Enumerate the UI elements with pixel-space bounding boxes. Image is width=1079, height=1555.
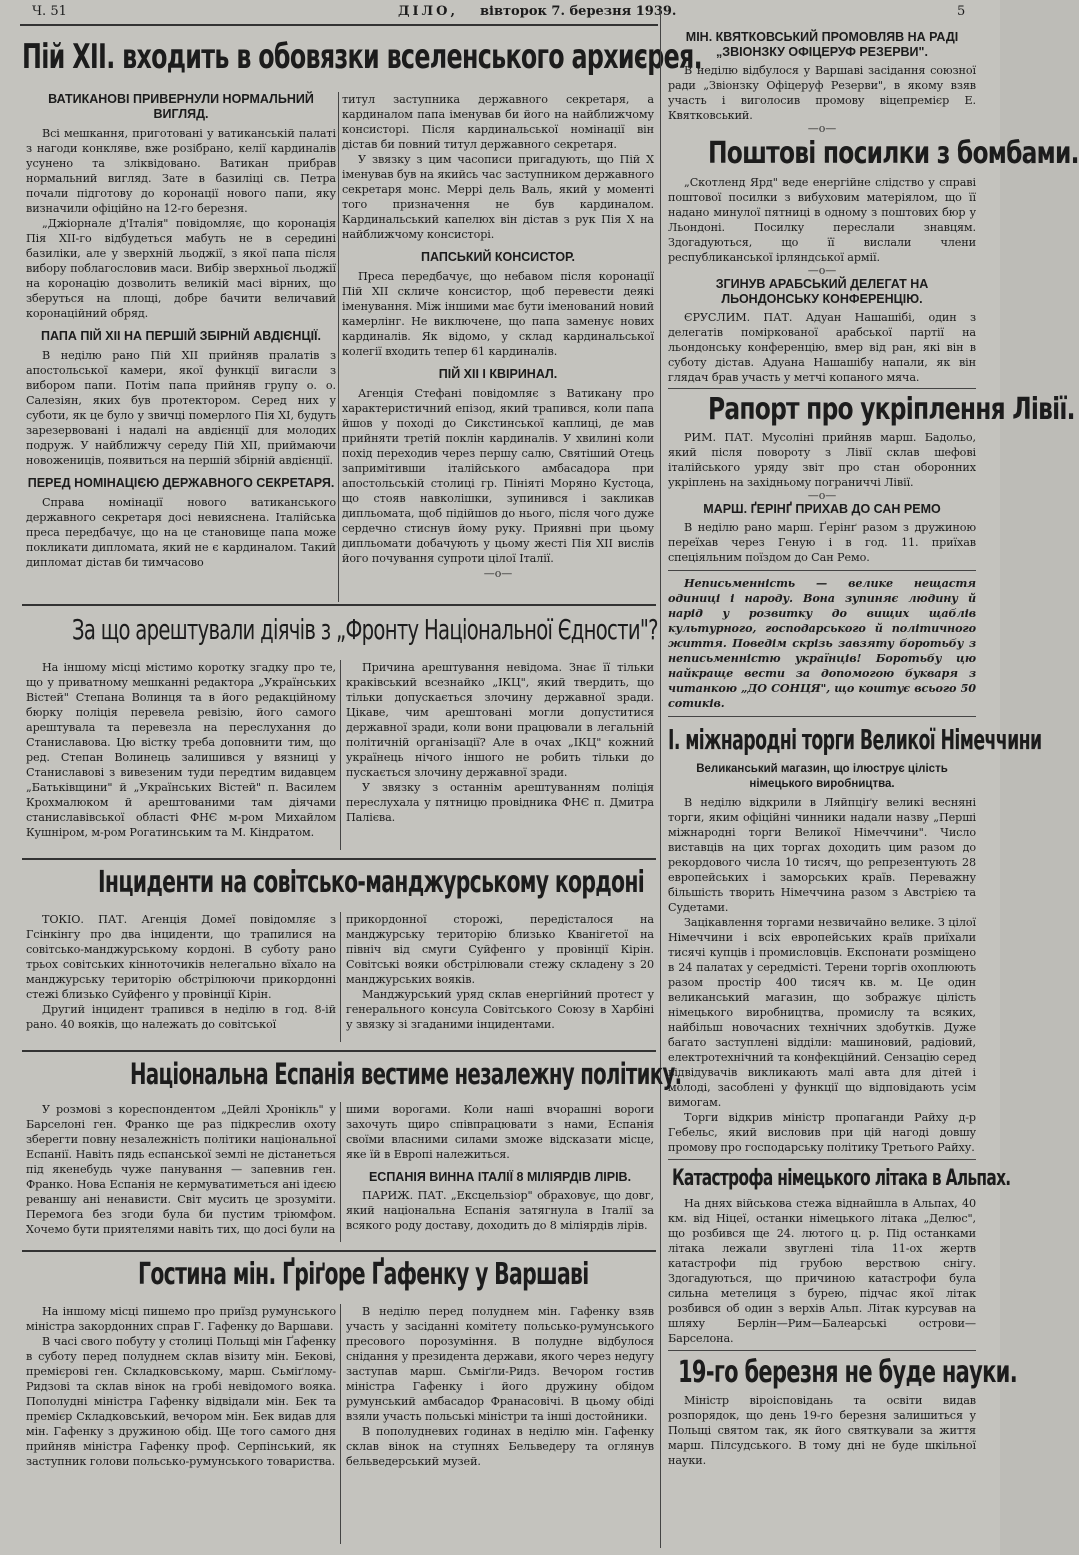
noschool-headline: 19-го березня не буде науки. xyxy=(678,1355,1017,1390)
masthead-rule xyxy=(20,24,658,26)
gafencu-p3: В неділю перед полуднем мін. Гафенку взяв участь у засіданні комітету польсько-румунського пресового порозуміння. В полудне відбулося снідання у президента держави, якого через недугу заступав марш. Сьміґли-Ридз. Вечором гостив міністра Гафенку і його дружину обідом румунський амбасадор Франасовічі. В цьому обіді взяли участь польські міністри та інші достойники. xyxy=(346,1305,654,1423)
gafencu-p4: В пополудневих годинах в неділю мін. Гафенку склав вінок на ступнях Бельведеру та оглянув бельведерський музей. xyxy=(346,1425,654,1468)
spain-p2: шими ворогами. Коли наші вчорашні вороги захочуть щиро співпрацювати з нами, Еспанія своїми власними силами зможе відсказати місце, яке їй в Европі належиться. xyxy=(346,1103,654,1161)
pius-s4-p1: Преса передбачує, що небавом після коронації Пій XII скличе консистор, щоб перевести деякі іменування. Між іншими має бути іменований новий камерлінг. Не виключене, що папа заменує нових кардиналів. Як відомо, у склад кардинальської колегії входить тепер 61 кардиналів. xyxy=(342,270,654,358)
masthead xyxy=(22,4,982,22)
bombs-headline: Поштові посилки з бомбами. xyxy=(708,136,1079,171)
manchuria-col-2 xyxy=(346,912,654,1032)
goering-p1: В неділю рано марш. Ґерінґ разом з дружиною переїхав через Геную і в год. 11. приїхав спеціяльним поїздом до Сан Ремо. xyxy=(668,521,976,564)
front-p2: Причина арештування невідома. Знає її тільки краківський всезнайко „ІКЦ", який твердить, що тільки допускається злочину державної зради. Цікаве, чим арештовані могли допуститися державної зради, коли вони працювали в легальній політичній організації? Але в очах „ІКЦ" кожний українець нічого іншого не робить тільки до пускається злочину державної зради. xyxy=(346,661,654,779)
pius-col-1 xyxy=(26,92,336,570)
pius-s1-p1: Всі мешкання, приготовані у ватиканській палаті з нагоди конкляве, вже розібрано, келії кардиналів усунено та зліквідовано. Ватикан прибрав нормальний вигляд. Зате в базиліці св. Петра почали підготову до коронації нового папи, яку визначили офіційно на 12-го березня. xyxy=(26,127,336,215)
pius-s4-title: ПАПСЬКИЙ КОНСИСТОР. xyxy=(420,250,575,264)
section-rule xyxy=(22,604,656,606)
page-number: 5 xyxy=(957,4,966,19)
plane-headline-wrap xyxy=(668,1164,1011,1194)
kv-p1: В неділю відбулося у Варшаві засідання союзної ради „Звіонзку Офіцеруф Резерви", в якому взяв участь і виголосив промову віцепремієр Е. Квятковський. xyxy=(668,64,976,122)
section-rule xyxy=(22,858,656,860)
front-col-1 xyxy=(26,660,336,840)
separator: —о— xyxy=(807,489,837,502)
arab-title: ЗГИНУВ АРАБСЬКИЙ ДЕЛЕГАТ НА ЛЬОНДОНСЬКУ КОНФЕРЕНЦІЮ. xyxy=(715,277,929,306)
goering-title: МАРШ. ҐЕРІНҐ ПРИХАВ ДО САН РЕМО xyxy=(703,502,941,516)
kv-title: МІН. КВЯТКОВСЬКИЙ ПРОМОВЛЯВ НА РАДІ „ЗВІОНЗКУ ОФІЦЕРУФ РЕЗЕРВИ". xyxy=(685,30,959,59)
column-rule xyxy=(340,912,341,1042)
issue-number: Ч. 51 xyxy=(32,4,67,19)
spain-sub-title: ЕСПАНІЯ ВИННА ІТАЛІЇ 8 МІЛІЯРДІВ ЛІРІВ. xyxy=(368,1170,632,1184)
pius-s3-p1: Справа номінації нового ватиканського державного секретаря досі невияснена. Італійська преса передбачує, що на це становище папа може покликати дипломата, який не є кардиналом. Такий дипломат дістав би тимчасово xyxy=(26,496,336,569)
gafencu-headline: Гостина мін. Ґріґоре Ґафенку у Варшаві xyxy=(138,1257,589,1292)
column-rule xyxy=(340,1102,341,1242)
fair-headline-wrap xyxy=(668,722,1042,758)
spain-col-1 xyxy=(26,1102,336,1237)
manchuria-p4: Манджурський уряд склав енергійний протест у генерального консула Совітського Союзу в Харбіні у звязку зі згаданими інцидентами. xyxy=(346,988,654,1031)
newspaper-title: ДІЛО, xyxy=(398,4,458,19)
column-rule xyxy=(340,1304,341,1544)
libya-headline-wrap xyxy=(668,392,1075,428)
gafencu-col-2 xyxy=(346,1304,654,1469)
fair-p1: В неділю відкрили в Ляйпціґу великі весняні торги, яким офіційні чинники надали назву „Перші міжнародні торги Великої Німеччини". Число виставців на цих торгах доходить цим разом до рекордового числа 10 тисяч, що репрезентують 28 европейських і заморських країв. Переважну більшість творить Німеччина разом з Австрією та Судетами. xyxy=(668,796,976,914)
section-rule xyxy=(22,1250,656,1252)
front-p1: На іншому місці містимо коротку згадку про те, що у приватному мешканні редактора „Українських Вістей" Степана Волинця та в його редакційному бюрку поліція перевела ревізію, його самого арештувала та перевезла на переслухання до Станиславова. Цю вістку треба доповнити тим, що ред. Степан Волинець залишився у вязниці у Станиславові з вивезеним туди передтим видавцем „Батьківщини" й „Українських Вістей" п. Василем Крохмалюком й арештованими там діячами станиславівської області ФНЄ м-ром Михайлом Кушніром, м-ром Рогатинським та М. Кіндратом. xyxy=(26,661,336,839)
divider xyxy=(668,716,976,717)
gafencu-p2: В часі свого побуту у столиці Польщі мін Ґафенку в суботу перед полуднем склав візиту мін. Бекові, премієрові ген. Складковському, марш. Сьміґлому-Ридзові та склав вінок на гробі невідомого вояка. Пополудні міністра Гафенку відвідали мін. Бек та премієр Складковський, вечором мін. Бек видав для мін. Гафенку з дружиною обід. Ще того самого дня прийняв міністра Гафенку проф. Серпінський, як заступник голови польсько-румунського товариства. xyxy=(26,1335,336,1468)
manchuria-headline: Інциденти на совітсько-манджурському кордоні xyxy=(98,865,645,900)
pius-s5-p1: Агенція Стефані повідомляє з Ватикану про характеристичний епізод, який трапився, коли папа йшов у поході до Сикстинської каплиці, де мав прийняти третій поклін кардиналів. У хвилині коли похід переходив через першу салю, Святіший Отець запримітивши італійського амбасадора при апостольській столиці гр. Пініяті Моряно Кустоца, що стояв навколішки, зупинився і закликав дипльомата, щоб підійшов до нього, після чого дуже сердечно стиснув йому руку. Приявні при цьому дипльомати добачують у цьому жесті Пія XII вислів його почування супроти цілої Італії. xyxy=(342,387,654,565)
section-rule xyxy=(22,1050,656,1052)
pius-col-2 xyxy=(342,92,654,580)
front-headline: За що арештували діячів з „Фронту Національної Єдности"? xyxy=(72,613,658,646)
column-rule xyxy=(340,660,341,850)
manchuria-p1: ТОКІО. ПАТ. Агенція Домеї повідомляє з Гсінкінгу про два інциденти, що трапилися на совітсько-манджурському кордоні. В суботу рано трьох совітських кінноточиків нелегально вїхало на манджурську територію обстрілюючи прикордонні стежі близько Суйфенго у провінції Кірін. xyxy=(26,913,336,1001)
plane-p1: На днях військова стежа віднайшла в Альпах, 40 км. від Ніцеї, останки німецького літака „Делюс", що розбився ще 24. лютого ц. р. Під останками літака лежали звуглені тіла 11-ох жертв катастрофи під грубою верствою снігу. Здогадуються, що причиною катастрофи була сильна метелиця з бурею, підчас якої літак розбився об один з верхів Альп. Літак курсував на шляху Берлін—Рим—Балеарські острови—Барселона. xyxy=(668,1197,976,1345)
separator: —о— xyxy=(483,567,513,580)
divider xyxy=(668,1350,976,1351)
pius-c2-p1: титул заступника державного секретаря, а кардиналом папа іменував би його на найближчому консисторі. Після кардинальської номінації він дістав би повний титул державного секретаря. xyxy=(342,93,654,151)
pius-s5-title: ПІЙ XII І КВІРИНАЛ. xyxy=(438,367,558,381)
fair-headline: І. міжнародні торги Великої Німеччини xyxy=(668,723,1042,756)
pius-s1-p2: „Джіорнале д'Італія" повідомляє, що коронація Пія XII-го відбудеться мабуть не в середині базиліки, але у зверхній льоджії, з якої папа після вибору поблагословив маси. Вибір зверхньої льоджії на коронацію дозволить великій масі вірних, що зберуться на площі, добре бачити величавий коронаційний обряд. xyxy=(26,217,336,320)
gafencu-col-1 xyxy=(26,1304,336,1469)
manchuria-col-1 xyxy=(26,912,336,1032)
divider xyxy=(668,570,976,571)
pius-s2-title: ПАПА ПІЙ XII НА ПЕРШІЙ ЗБІРНІЙ АВДІЄНЦІЇ. xyxy=(41,329,321,343)
pius-s1-title: ВАТИКАНОВІ ПРИВЕРНУЛИ НОРМАЛЬНИЙ ВИГЛЯД. xyxy=(48,92,314,121)
arab-p1: ЄРУСЛИМ. ПАТ. Адуан Нашашібі, один з делегатів поміркованої арабської партії на льондонську конференцію, вмер від ран, які він в суботу дістав. Адуана Нашашібу напали, як він глядач брав участь у метчі копаного мяча. xyxy=(668,311,976,384)
fair-p3: Торги відкрив міністр пропаганди Райху д-р Гебельс, який висловив при цій нагоді довшу промову про господарську політику Третього Райху. xyxy=(668,1111,976,1154)
pius-headline: Пій XII. входить в обовязки вселенського архиєрея. xyxy=(22,37,702,77)
pius-c2-p2: У звязку з цим часописи пригадують, що Пій X іменував був на якийсь час заступником державного секретаря монс. Меррі дель Валь, який у моменті того призначення не був кардиналом. Кардинальський капелюх він дістав з рук Пія X на найближчому консисторі. xyxy=(342,153,654,241)
literacy-p1: Неписьменність — велике нещастя одиниці і народу. Вона зупиняє людину й нарід у розвитку до вищих щаблів культурного, господарського й політичного життя. Поведім скрізь завзяту боротьбу з неписьменністю українців! Боротьбу цю найкраще вести за допомогою букваря з читанкою „ДО СОНЦЯ", що коштує всього 50 сотиків. xyxy=(668,576,976,710)
spain-p3: ПАРИЖ. ПАТ. „Ексцельзіор" обраховує, що довг, який національна Еспанія затягнула в Італії за всякого роду доставу, доходить до 8 міліярдів лірів. xyxy=(346,1189,654,1232)
divider xyxy=(668,1159,976,1160)
pius-s3-title: ПЕРЕД НОМІНАЦІЄЮ ДЕРЖАВНОГО СЕКРЕТАРЯ. xyxy=(27,476,335,490)
plane-headline: Катастрофа німецького літака в Альпах. xyxy=(672,1166,1011,1191)
divider xyxy=(668,388,976,389)
libya-p1: РИМ. ПАТ. Мусоліні прийняв марш. Бадольо, який після повороту з Лівії склав шефові італійського уряду звіт про стан оборонних укріплень на західньому пограниччі Лівії. xyxy=(668,431,976,489)
noschool-headline-wrap xyxy=(668,1355,1017,1391)
fair-p2: Зацікавлення торгами незвичайно велике. З цілої Німеччини і всіх европейських країв приїхали тисячі купців і промисловців. Експонати розміщено в 24 палатах у середмісті. Терени торгів охоплюють разом простір 400 тисяч кв. м. Це один великанський магазин, що зображує цілість німецького виробництва, промислу та всяких, найбільш новочасних технічних здобутків. Дуже багато заступлені відділи: машиновий, радіовий, електротехнічний та конфекційний. Сензацію серед відвідувачів викликають малі авта для дітей і молоді, засоблені у функції що відповідають усім вимогам. xyxy=(668,916,976,1109)
column-rule-right xyxy=(660,8,661,1548)
libya-headline: Рапорт про укріплення Лівії. xyxy=(708,392,1075,427)
right-column xyxy=(668,30,1079,1468)
manchuria-p2: Другий інцидент трапився в неділю в год. 8-ій рано. 40 вояків, що належать до совітської xyxy=(26,1003,336,1031)
bombs-p1: „Скотленд Ярд" веде енергійне слідство у справі поштової посилки з вибуховим матеріялом, що її надано минулої пятниці в одному з поштових бюр у Льондоні. Посилку переслали знавцям. Здогадуються, що її вислали члени республиканської ірляндської армії. xyxy=(668,176,976,264)
front-p3: У звязку з останнім арештуванням поліція переслухала у пятницю провідника ФНЄ п. Дмитра Палієва. xyxy=(346,781,654,824)
separator: —о— xyxy=(807,264,837,277)
separator: —о— xyxy=(807,122,837,135)
column-rule xyxy=(338,92,339,602)
spain-p1: У розмові з кореспондентом „Дейлі Хронікль" у Барселоні ген. Франко ще раз підкреслив охоту зберегти повну незалежність політики національної Еспанії. Навіть пядь еспанської землі не дістанеться під якенебудь чуже панування — запевнив ген. Франко. Нова Еспанія не кермуватиметься ані ідеєю реваншу ані ненависти. Світ мусить це зрозуміти. Перемога без згоди була би пустим тріюмфом. Хочемо бути приятелями навіть тих, що досі були на xyxy=(26,1103,336,1236)
spain-headline: Національна Еспанія вестиме незалежну політику. xyxy=(130,1057,682,1091)
front-col-2 xyxy=(346,660,654,825)
fair-sub: Великанський магазин, що ілюструє цілість німецького виробництва. xyxy=(696,763,948,790)
manchuria-p3: прикордонної сторожі, передісталося на манджурську територію близько Кванігетої на північ від смуги Суйфенго у провінції Кірін. Совітські вояки обстрілювали стежу складену з 20 манджурських вояків. xyxy=(346,913,654,986)
issue-date: вівторок 7. березня 1939. xyxy=(480,4,677,19)
pius-s2-p1: В неділю рано Пій XII прийняв пралатів з апостольської камери, якої функції вигасли з вибором папи. Потім папа прийняв групу о. о. Салезіян, яких був протектором. Серед них у суботи, як це було у звичці померлого Пія XI, будуть зарезервовані і надалі на авдієнції для молодих подруж. У найближчу середу Пій XII, приймаючи новожениців, появиться на першій збірній авдієнції. xyxy=(26,349,336,467)
gafencu-p1: На іншому місці пишемо про приїзд румунського міністра закордонних справ Г. Гафенку до Варшави. xyxy=(26,1305,336,1333)
noschool-p1: Міністр віроісповідань та освіти видав розпорядок, що день 19-го березня залишиться у Польщі святом так, як його святкували за життя марш. Пілсудського. В тому дні не буде шкільної науки. xyxy=(668,1394,976,1467)
spain-col-2 xyxy=(346,1102,654,1233)
bombs-headline-wrap xyxy=(668,135,1079,173)
